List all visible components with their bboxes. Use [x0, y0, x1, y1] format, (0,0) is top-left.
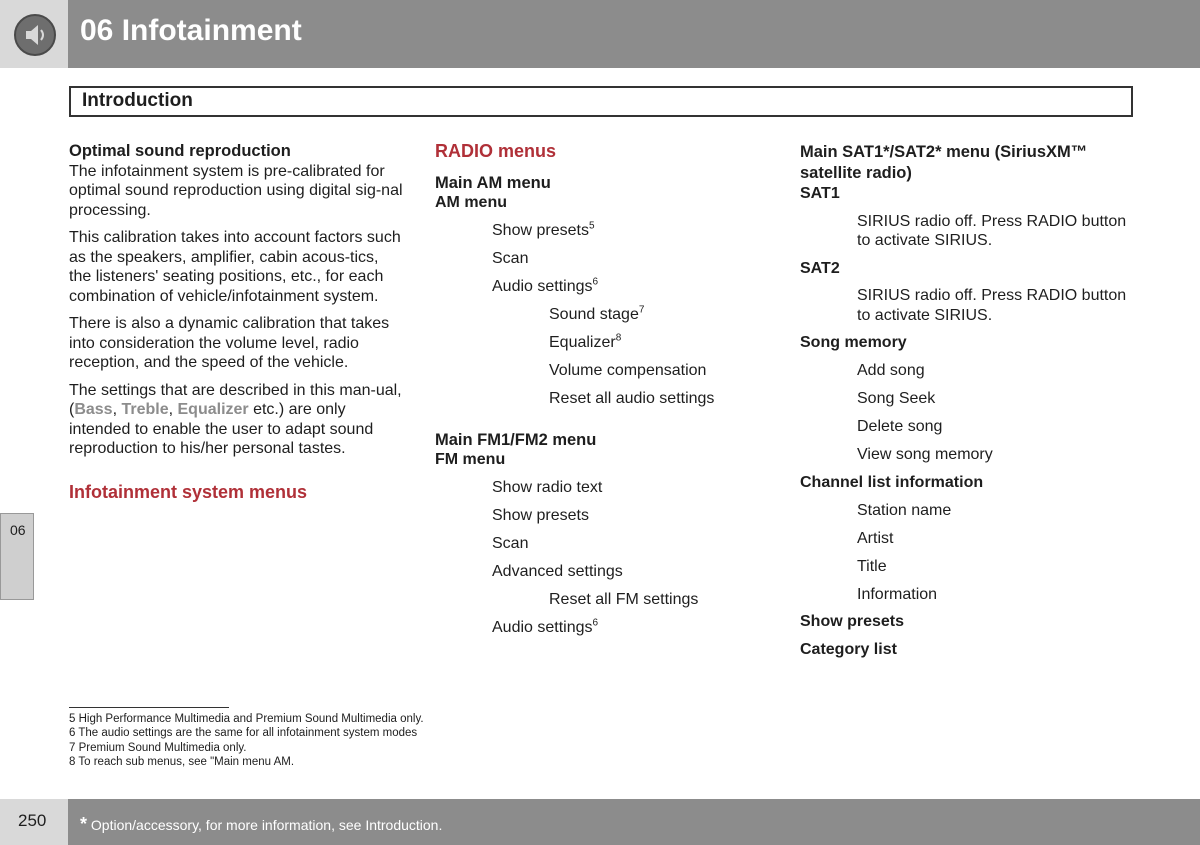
item-label: Audio settings [492, 278, 593, 295]
text-run: , [168, 401, 178, 418]
paragraph-settings [69, 381, 404, 459]
menu-item-song-seek: Song Seek [857, 390, 936, 407]
side-tab-label: 06 [10, 522, 26, 538]
page-footer [0, 799, 1200, 845]
footer-note-text: Option/accessory, for more information, see Introduction. [87, 817, 443, 833]
footnote: 7 Premium Sound Multimedia only. [69, 741, 247, 754]
menu-item-volume-compensation: Volume compensation [549, 362, 707, 379]
section-header [69, 86, 1133, 117]
infotainment-menus-heading: Infotainment system menus [69, 481, 308, 502]
section-title: Introduction [82, 90, 193, 111]
song-memory-heading: Song memory [800, 334, 907, 351]
footer-note [80, 814, 442, 835]
paragraph: This calibration takes into account factors such as the speakers, amplifier, cabin acous-tics, the listeners' seating positions, etc., for each combination of vehicle/infotainment system. [69, 229, 401, 305]
menu-item-fm-audio-settings [435, 618, 770, 638]
menu-item-sound-stage [435, 305, 770, 325]
chapter-side-tab [0, 513, 34, 600]
sat-menu-heading: Main SAT1*/SAT2* menu (SiriusXM™ satellite radio) [800, 143, 1088, 182]
menu-item-reset-fm: Reset all FM settings [549, 591, 699, 608]
footnote: 6 The audio settings are the same for all infotainment system modes [69, 727, 418, 740]
column-2 [435, 142, 770, 638]
menu-item-station-name: Station name [857, 501, 952, 519]
footnotes [69, 712, 424, 769]
menu-item-view-song-memory: View song memory [857, 446, 993, 463]
show-presets-heading: Show presets [800, 613, 905, 630]
page-number: 250 [18, 811, 47, 830]
menu-item-fm-show-presets: Show presets [492, 507, 589, 524]
paragraph: There is also a dynamic calibration that takes into consideration the volume level, radio reception, and the speed of the vehicle. [69, 315, 390, 371]
page-header [0, 0, 1200, 68]
sat2-message: SIRIUS radio off. Press RADIO button to activate SIRIUS. [857, 287, 1127, 324]
radio-menus-heading: RADIO menus [435, 141, 557, 161]
menu-item-information: Information [857, 585, 938, 603]
treble-label: Treble [121, 401, 169, 418]
item-label: Show presets [492, 222, 589, 239]
sat1-message: SIRIUS radio off. Press RADIO button to activate SIRIUS. [857, 212, 1127, 249]
footnote-ref: 6 [592, 276, 599, 288]
menu-item-audio-settings [435, 277, 770, 297]
text-run: The settings that are described in this man-ual, ( [69, 381, 402, 418]
footnote: 5 High Performance Multimedia and Premium Sound Multimedia only. [69, 713, 424, 725]
sat2-label: SAT2 [800, 259, 840, 277]
footnote: 8 To reach sub menus, see "Main menu AM. [69, 755, 295, 768]
item-label: Sound stage [549, 306, 639, 323]
paragraph: The infotainment system is pre-calibrated for optimal sound reproduction using digital sig-nal processing. [69, 162, 403, 219]
item-label: Equalizer [549, 334, 616, 351]
footnote-divider [69, 707, 229, 708]
fm-menu-subheading: FM menu [435, 451, 506, 468]
chapter-title: 06 Infotainment [80, 14, 302, 47]
asterisk: * [80, 814, 88, 834]
chapter-icon-box [0, 0, 68, 68]
column-3 [800, 142, 1130, 659]
text-run: etc.) are only intended to enable the user to adapt sound reproduction to his/her personal tastes. [69, 401, 374, 457]
footnote-ref: 7 [638, 304, 645, 316]
page-number-box [0, 799, 68, 845]
am-menu-heading: Main AM menu [435, 173, 551, 192]
menu-item-add-song: Add song [857, 362, 925, 379]
optimal-sound-heading: Optimal sound reproduction [69, 142, 291, 160]
menu-item-title: Title [857, 557, 887, 575]
footnote-ref: 8 [615, 332, 622, 344]
speaker-icon [14, 14, 56, 56]
item-label: Audio settings [492, 619, 593, 636]
menu-item-advanced-settings: Advanced settings [492, 563, 623, 580]
bass-label: Bass [74, 401, 113, 418]
menu-item-fm-scan: Scan [492, 535, 529, 552]
fm-menu-heading: Main FM1/FM2 menu [435, 430, 597, 449]
sat1-label: SAT1 [800, 185, 840, 202]
column-1 [69, 142, 404, 502]
menu-item-show-presets [435, 221, 770, 241]
equalizer-label: Equalizer [177, 401, 249, 418]
footnote-ref: 6 [592, 617, 599, 629]
menu-item-scan: Scan [492, 250, 529, 267]
menu-item-artist: Artist [857, 529, 894, 547]
text-run: , [112, 401, 122, 418]
menu-item-equalizer [435, 333, 770, 353]
am-menu-subheading: AM menu [435, 194, 507, 211]
channel-list-heading: Channel list information [800, 473, 984, 491]
menu-item-show-radio-text: Show radio text [492, 479, 603, 496]
footnote-ref: 5 [588, 220, 595, 232]
category-list-heading: Category list [800, 640, 897, 658]
menu-item-reset-audio: Reset all audio settings [549, 390, 715, 407]
menu-item-delete-song: Delete song [857, 418, 943, 435]
